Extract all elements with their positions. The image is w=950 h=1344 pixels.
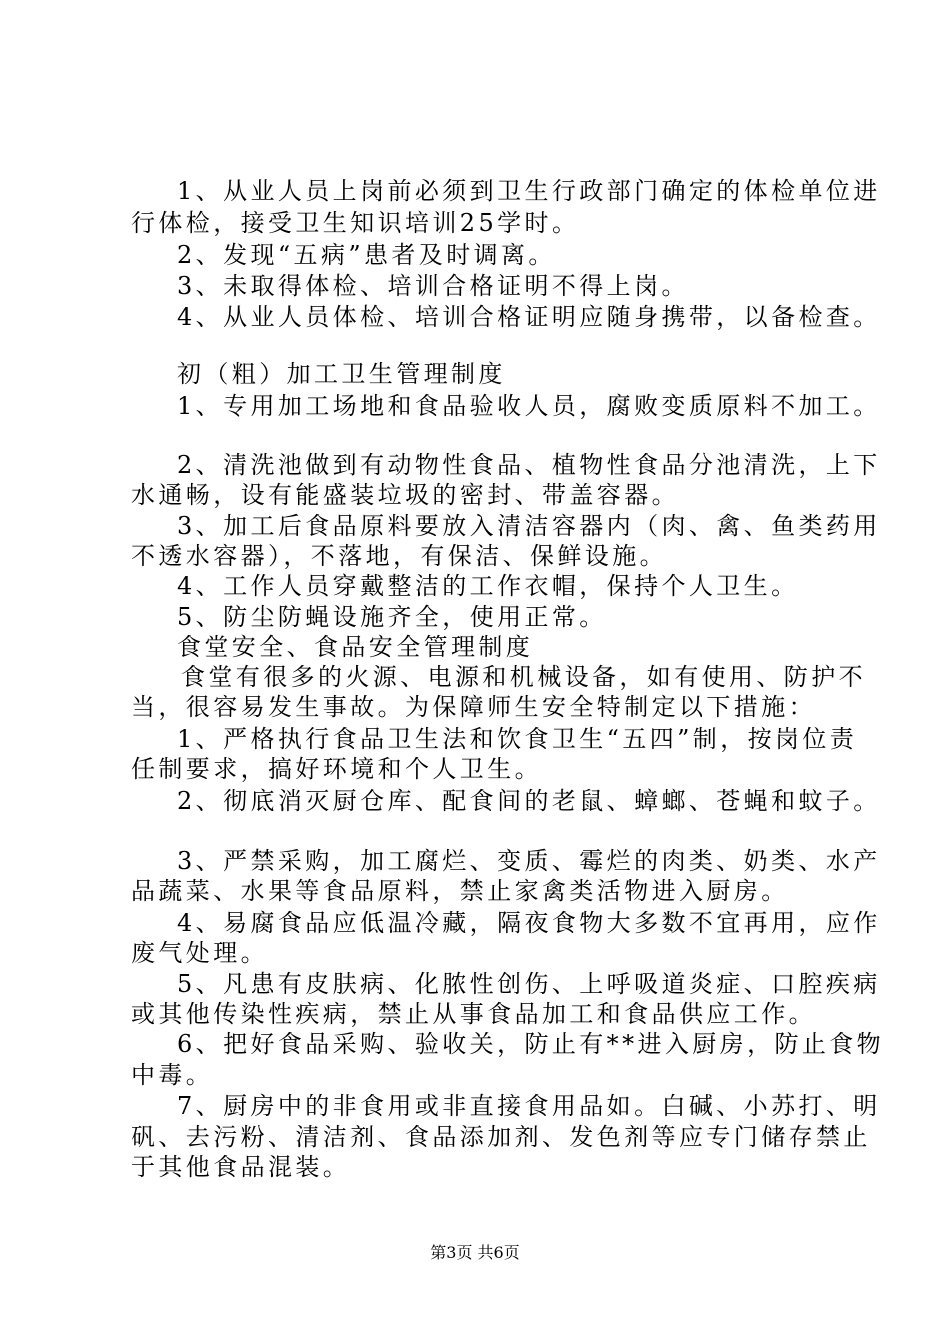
text-line: 于其他食品混装。 [131, 1153, 351, 1181]
text-line: 2、彻底消灭厨仓库、配食间的老鼠、蟑螂、苍蝇和蚊子。 [177, 787, 881, 815]
text-line: 5、凡患有皮肤病、化脓性创伤、上呼吸道炎症、口腔疾病 [177, 970, 881, 998]
text-line: 当，很容易发生事故。为保障师生安全特制定以下措施： [131, 693, 816, 721]
text-line: 废气处理。 [131, 939, 268, 967]
text-line: 食堂有很多的火源、电源和机械设备，如有使用、防护不 [181, 663, 866, 691]
text-line: 或其他传染性疾病，禁止从事食品加工和食品供应工作。 [131, 1000, 816, 1028]
text-line: 行体检，接受卫生知识培训25学时。 [131, 209, 580, 237]
text-line: 矾、去污粉、清洁剂、食品添加剂、发色剂等应专门储存禁止 [131, 1123, 871, 1151]
text-line: 2、发现“五病”患者及时调离。 [177, 241, 556, 269]
text-line: 3、加工后食品原料要放入清洁容器内（肉、禽、鱼类药用 [177, 512, 881, 540]
text-line: 品蔬菜、水果等食品原料，禁止家禽类活物进入厨房。 [131, 877, 789, 905]
text-line: 7、厨房中的非食用或非直接食用品如。白碱、小苏打、明 [177, 1092, 881, 1120]
text-line: 水通畅，设有能盛装垃圾的密封、带盖容器。 [131, 481, 679, 509]
section-heading: 初（粗）加工卫生管理制度 [177, 360, 506, 388]
text-line: 6、把好食品采购、验收关，防止有**进入厨房，防止食物 [177, 1030, 885, 1058]
text-line: 2、清洗池做到有动物性食品、植物性食品分池清洗，上下 [177, 451, 881, 479]
text-line: 4、易腐食品应低温冷藏，隔夜食物大多数不宜再用，应作 [177, 909, 881, 937]
text-line: 不透水容器），不落地，有保洁、保鲜设施。 [131, 542, 667, 570]
text-line: 1、专用加工场地和食品验收人员，腐败变质原料不加工。 [177, 392, 881, 420]
text-line: 4、工作人员穿戴整洁的工作衣帽，保持个人卫生。 [177, 572, 799, 600]
page-footer: 第3页 共6页 [430, 1243, 520, 1262]
section-heading: 食堂安全、食品安全管理制度 [177, 633, 534, 661]
text-line: 中毒。 [131, 1061, 214, 1089]
text-line: 1、严格执行食品卫生法和饮食卫生“五四”制，按岗位责 [177, 725, 858, 753]
text-line: 4、从业人员体检、培训合格证明应随身携带，以备检查。 [177, 303, 881, 331]
text-line: 3、未取得体检、培训合格证明不得上岗。 [177, 272, 689, 300]
text-line: 3、严禁采购，加工腐烂、变质、霉烂的肉类、奶类、水产 [177, 847, 881, 875]
text-line: 5、防尘防蝇设施齐全，使用正常。 [177, 603, 607, 631]
text-line: 1、从业人员上岗前必须到卫生行政部门确定的体检单位进 [177, 177, 881, 205]
text-line: 任制要求，搞好环境和个人卫生。 [131, 755, 542, 783]
